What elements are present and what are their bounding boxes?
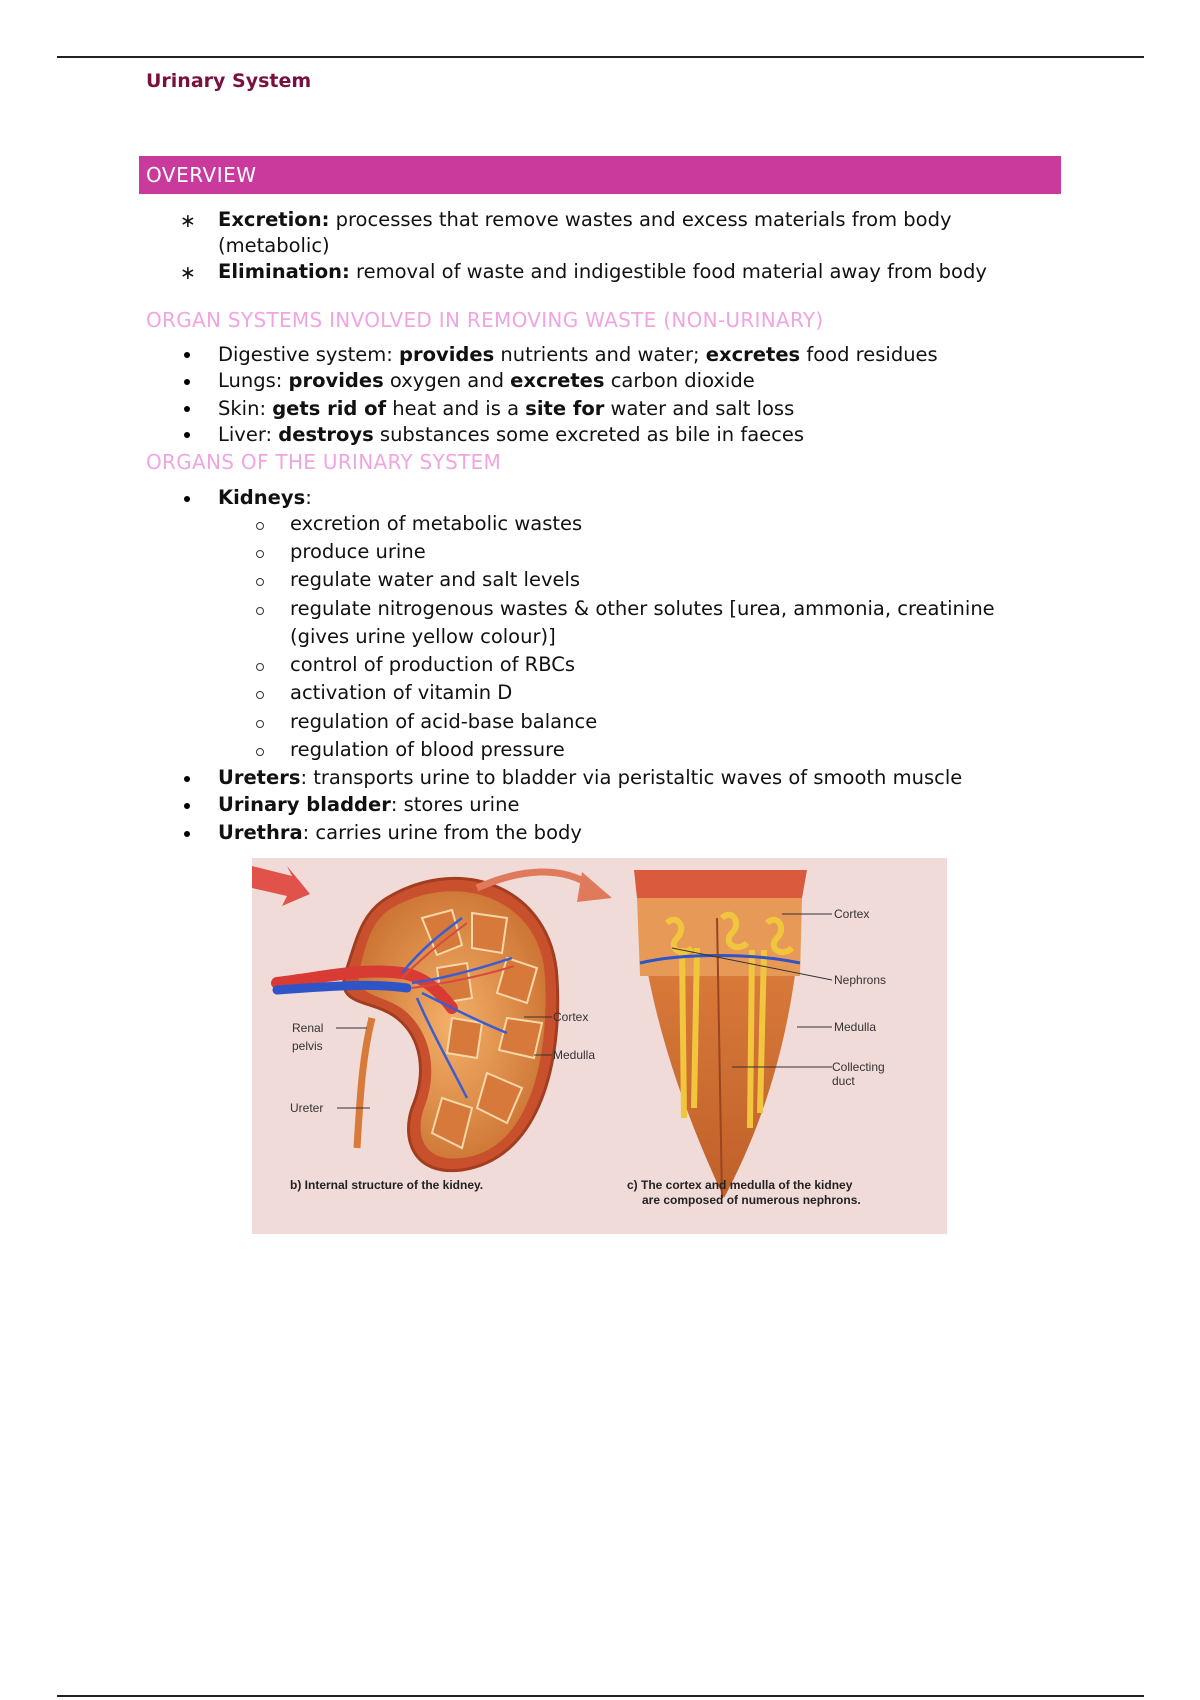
bullet-dot-icon (184, 352, 190, 358)
bullet-dot-icon (184, 776, 190, 782)
label-duct: duct (832, 1074, 855, 1088)
organ-item-urethra: Urethra: carries urine from the body (218, 821, 582, 844)
label-medulla-left: Medulla (553, 1048, 596, 1062)
kidney-function-item: regulate water and salt levels (290, 568, 581, 591)
organ-item-liver: Liver: destroys substances some excreted as bile in faeces (218, 423, 805, 446)
organ-item-digestive: Digestive system: provides nutrients and water; excretes food residues (218, 343, 938, 366)
kidney-diagram-figure (252, 858, 947, 1234)
organ-item-skin: Skin: gets rid of heat and is a site for water and salt loss (218, 397, 795, 420)
label-cortex-left: Cortex (553, 1010, 589, 1024)
kidney-function-item: control of production of RBCs (290, 653, 576, 676)
overview-item-elimination (218, 259, 987, 285)
sub-bullet-circle-icon (256, 607, 264, 615)
organ-item-kidneys: Kidneys: (218, 486, 312, 509)
capsule (634, 870, 807, 898)
kidney-function-item: regulation of blood pressure (290, 738, 565, 761)
overview-heading: OVERVIEW (139, 156, 1061, 194)
sub-bullet-circle-icon (256, 663, 264, 671)
urinary-organs-heading: ORGANS OF THE URINARY SYSTEM (146, 450, 502, 474)
kidney-function-item: regulation of acid-base balance (290, 710, 598, 733)
star-bullet-icon: ∗ (180, 262, 196, 284)
bullet-dot-icon (184, 831, 190, 837)
excretion-definition: processes that remove wastes and excess materials from body (335, 208, 952, 231)
top-rule (57, 56, 1144, 58)
kidney-function-item: excretion of metabolic wastes (290, 512, 583, 535)
bullet-dot-icon (184, 803, 190, 809)
term-excretion: Excretion: (218, 208, 330, 231)
sub-bullet-circle-icon (256, 691, 264, 699)
bottom-rule (57, 1695, 1144, 1697)
star-bullet-icon: ∗ (180, 210, 196, 232)
bullet-dot-icon (184, 379, 190, 385)
bullet-dot-icon (184, 432, 190, 438)
term-elimination: Elimination: (218, 260, 350, 283)
bullet-dot-icon (184, 496, 190, 502)
kidney-function-item: produce urine (290, 540, 426, 563)
renal-vein (277, 985, 407, 990)
kidney-function-item-cont: (gives urine yellow colour)] (290, 625, 556, 648)
sub-bullet-circle-icon (256, 748, 264, 756)
label-pelvis: pelvis (292, 1039, 323, 1053)
caption-nephrons-line1: c) The cortex and medulla of the kidney (627, 1178, 853, 1192)
elimination-definition: removal of waste and indigestible food material away from body (356, 260, 987, 283)
kidney-diagram (252, 858, 947, 1234)
organ-systems-heading: ORGAN SYSTEMS INVOLVED IN REMOVING WASTE (NON-URINARY) (146, 308, 824, 332)
caption-kidney-structure: b) Internal structure of the kidney. (290, 1178, 484, 1192)
label-medulla-right: Medulla (834, 1020, 877, 1034)
sub-bullet-circle-icon (256, 550, 264, 558)
sub-bullet-circle-icon (256, 578, 264, 586)
organ-item-ureters: Ureters: transports urine to bladder via peristaltic waves of smooth muscle (218, 766, 963, 789)
kidney-function-item: activation of vitamin D (290, 681, 513, 704)
caption-nephrons-line2: are composed of numerous nephrons. (642, 1193, 861, 1207)
sub-bullet-circle-icon (256, 720, 264, 728)
label-renal: Renal (292, 1021, 324, 1035)
sub-bullet-circle-icon (256, 522, 264, 530)
label-nephrons: Nephrons (834, 973, 887, 987)
organ-item-bladder: Urinary bladder: stores urine (218, 793, 520, 816)
bullet-dot-icon (184, 406, 190, 412)
overview-item-excretion-cont: (metabolic) (218, 234, 330, 257)
label-cortex-right: Cortex (834, 907, 870, 921)
overview-item-excretion (218, 207, 952, 233)
organ-item-lungs: Lungs: provides oxygen and excretes carbon dioxide (218, 369, 755, 392)
document-title: Urinary System (146, 70, 312, 92)
kidney-function-item: regulate nitrogenous wastes & other solutes [urea, ammonia, creatinine (290, 597, 995, 620)
label-collecting: Collecting (832, 1060, 885, 1074)
label-ureter: Ureter (290, 1101, 324, 1115)
